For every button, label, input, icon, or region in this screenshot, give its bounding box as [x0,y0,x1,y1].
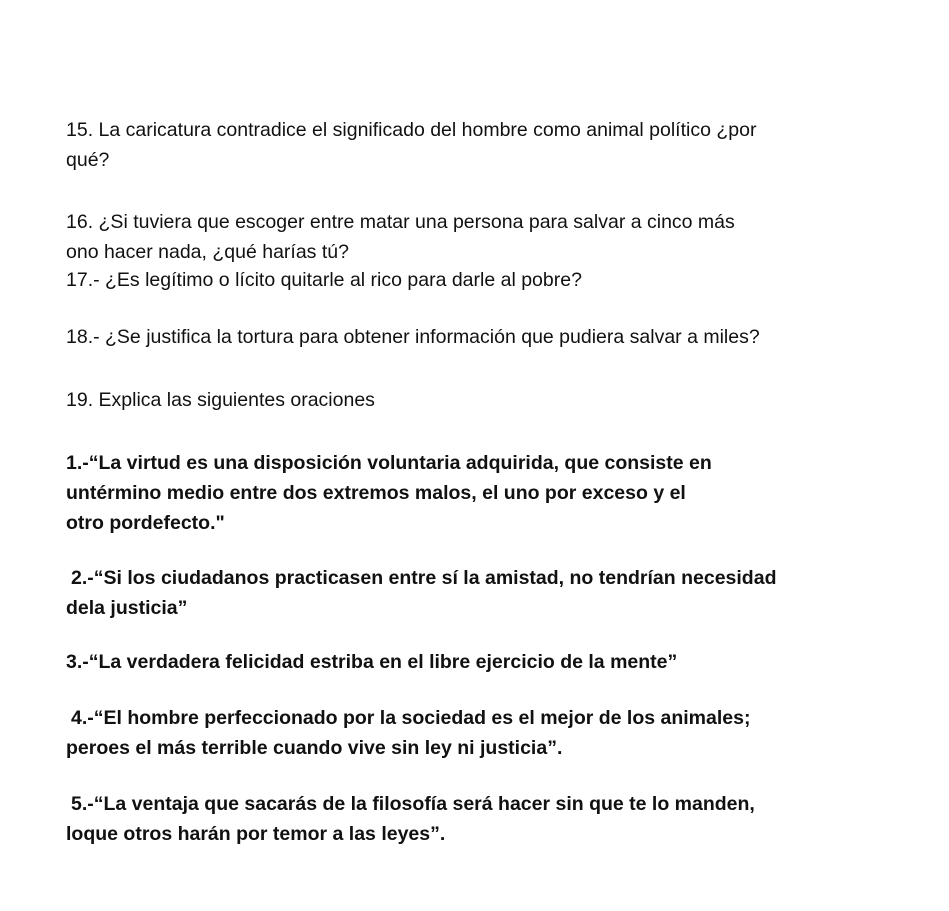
sentence-2-line-2: dela justicia” [66,597,188,619]
sentence-1-line-3: otro pordefecto." [66,512,225,534]
question-19-line-1: 19. Explica las siguientes oraciones [66,389,375,411]
question-18-line-1: 18.- ¿Se justifica la tortura para obtener información que pudiera salvar a miles? [66,326,760,348]
sentence-4-line-2: peroes el más terrible cuando vive sin ley ni justicia”. [66,737,563,759]
question-16-line-2: ono hacer nada, ¿qué harías tú? [66,241,349,263]
question-17-line-1: 17.- ¿Es legítimo o lícito quitarle al rico para darle al pobre? [66,269,582,291]
question-15-line-1: 15. La caricatura contradice el significado del hombre como animal político ¿por [66,119,757,141]
sentence-5-line-1: 5.-“La ventaja que sacarás de la filosofía será hacer sin que te lo manden, [71,793,755,815]
sentence-3-line-1: 3.-“La verdadera felicidad estriba en el libre ejercicio de la mente” [66,651,678,673]
question-16-line-1: 16. ¿Si tuviera que escoger entre matar una persona para salvar a cinco más [66,211,735,233]
sentence-1-line-1: 1.-“La virtud es una disposición voluntaria adquirida, que consiste en [66,452,712,474]
sentence-5-line-2: loque otros harán por temor a las leyes”. [66,823,446,845]
sentence-1-line-2: untérmino medio entre dos extremos malos, el uno por exceso y el [66,482,686,504]
question-15-line-2: qué? [66,149,110,171]
sentence-4-line-1: 4.-“El hombre perfeccionado por la sociedad es el mejor de los animales; [71,707,751,729]
sentence-2-line-1: 2.-“Si los ciudadanos practicasen entre sí la amistad, no tendrían necesidad [71,567,777,589]
